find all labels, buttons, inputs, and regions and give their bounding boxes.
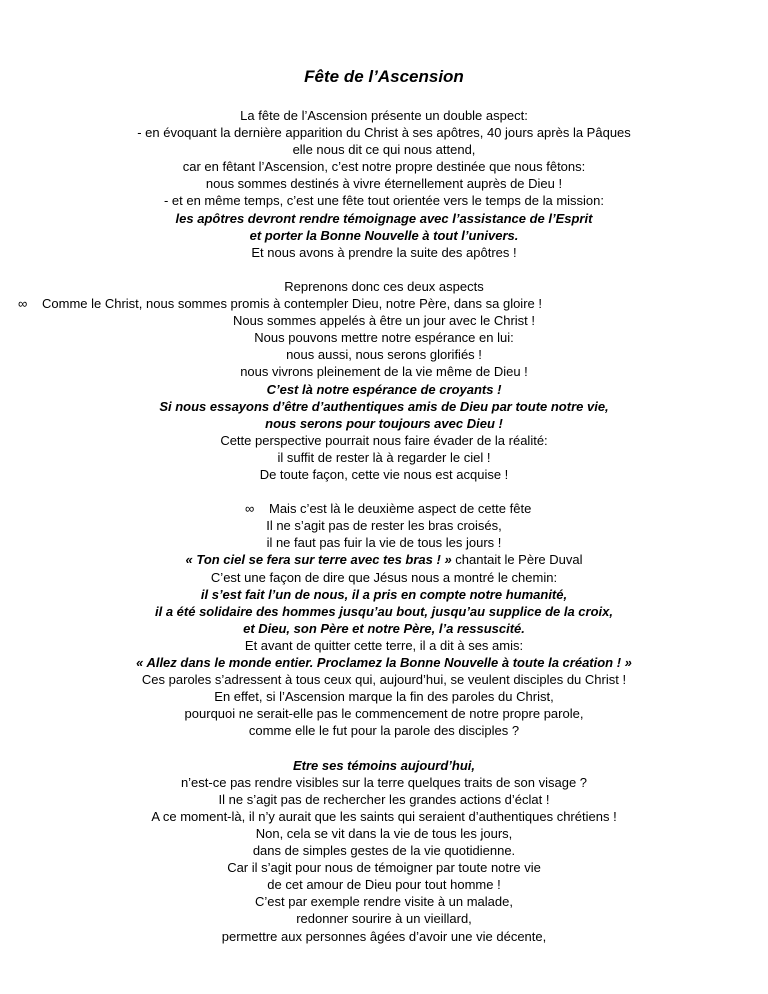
paragraph-gap — [100, 261, 668, 278]
text-line: Et avant de quitter cette terre, il a dit à ses amis: — [244, 637, 524, 653]
text-line: redonner sourire à un vieillard, — [296, 911, 472, 927]
emphasis-line: il a été solidaire des hommes jusqu’au bout, jusqu’au supplice de la croix, — [154, 603, 613, 619]
text-line: comme elle le fut pour la parole des disciples ? — [248, 723, 520, 739]
text-line: elle nous dit ce qui nous attend, — [292, 142, 476, 158]
document-body — [18, 107, 668, 945]
text-line: Nous sommes appelés à être un jour avec le Christ ! — [232, 313, 536, 329]
quote-text: « Ton ciel se fera sur terre avec tes bras ! » — [185, 552, 452, 568]
emphasis-line: « Allez dans le monde entier. Proclamez la Bonne Nouvelle à toute la création ! » — [136, 655, 632, 670]
text-line: C’est une façon de dire que Jésus nous a montré le chemin: — [210, 569, 558, 585]
text-line: Car il s’agit pour nous de témoigner par toute notre vie — [227, 860, 541, 876]
text-line: Ces paroles s’adressent à tous ceux qui, aujourd’hui, se veulent disciples du Christ ! — [141, 672, 627, 688]
text-line: - en évoquant la dernière apparition du Christ à ses apôtres, 40 jours après la Pâques — [137, 125, 631, 141]
text-line: nous vivrons pleinement de la vie même de Dieu ! — [240, 364, 528, 380]
text-line: Reprenons donc ces deux aspects — [284, 278, 484, 294]
infinity-bullet-icon: ∞ — [18, 296, 28, 312]
bullet-line — [245, 500, 668, 517]
text-line: Mais c’est là le deuxième aspect de cette fête — [269, 501, 532, 517]
text-line: permettre aux personnes âgées d’avoir une vie décente, — [221, 928, 547, 944]
emphasis-line: C’est là notre espérance de croyants ! — [266, 381, 502, 397]
text-line: C’est par exemple rendre visite à un malade, — [255, 894, 513, 910]
text-line: car en fêtant l’Ascension, c’est notre propre destinée que nous fêtons: — [182, 159, 586, 175]
text-line: n’est-ce pas rendre visibles sur la terre quelques traits de son visage ? — [180, 774, 588, 790]
text-line: nous sommes destinés à vivre éternellement auprès de Dieu ! — [205, 176, 563, 192]
text-line: de cet amour de Dieu pour tout homme ! — [267, 877, 501, 893]
text-line: - et en même temps, c’est une fête tout orientée vers le temps de la mission: — [163, 193, 605, 209]
emphasis-line: nous serons pour toujours avec Dieu ! — [265, 415, 503, 431]
text-line: il suffit de rester là à regarder le ciel ! — [277, 449, 491, 465]
text-line: La fête de l’Ascension présente un double aspect: — [240, 108, 528, 123]
document-title: Fête de l’Ascension — [304, 67, 464, 86]
emphasis-line: les apôtres devront rendre témoignage avec l’assistance de l’Esprit — [175, 210, 593, 226]
text-line: il ne faut pas fuir la vie de tous les jours ! — [266, 535, 502, 551]
emphasis-line: et Dieu, son Père et notre Père, l’a ressuscité. — [243, 620, 525, 636]
infinity-bullet-icon: ∞ — [245, 501, 255, 517]
emphasis-line: Etre ses témoins aujourd’hui, — [292, 757, 476, 773]
text-line: De toute façon, cette vie nous est acquise ! — [259, 466, 509, 482]
quote-attribution: chantait le Père Duval — [451, 552, 583, 568]
text-line: En effet, si l’Ascension marque la fin des paroles du Christ, — [214, 689, 554, 705]
emphasis-line: Si nous essayons d’être d’authentiques amis de Dieu par toute notre vie, — [159, 398, 609, 414]
text-line: nous aussi, nous serons glorifiés ! — [286, 347, 482, 363]
emphasis-line: et porter la Bonne Nouvelle à tout l’univers. — [249, 227, 519, 243]
paragraph-gap — [100, 483, 668, 500]
quote-line — [100, 551, 668, 568]
text-line: Cette perspective pourrait nous faire évader de la réalité: — [220, 432, 548, 448]
paragraph-gap — [100, 739, 668, 756]
text-line: Non, cela se vit dans la vie de tous les jours, — [255, 825, 513, 841]
text-line: dans de simples gestes de la vie quotidienne. — [252, 843, 516, 859]
emphasis-line: il s’est fait l’un de nous, il a pris en compte notre humanité, — [200, 586, 568, 602]
text-line: Nous pouvons mettre notre espérance en lui: — [254, 330, 514, 346]
text-line: pourquoi ne serait-elle pas le commencement de notre propre parole, — [184, 706, 584, 722]
bullet-line — [18, 295, 668, 312]
text-line: Il ne s’agit pas de rechercher les grandes actions d’éclat ! — [218, 791, 550, 807]
text-line: Comme le Christ, nous sommes promis à contempler Dieu, notre Père, dans sa gloire ! — [42, 296, 542, 312]
text-line: Il ne s’agit pas de rester les bras croisés, — [266, 518, 502, 534]
text-line: A ce moment-là, il n’y aurait que les saints qui seraient d’authentiques chrétiens ! — [151, 808, 617, 824]
text-line: Et nous avons à prendre la suite des apôtres ! — [251, 244, 517, 260]
